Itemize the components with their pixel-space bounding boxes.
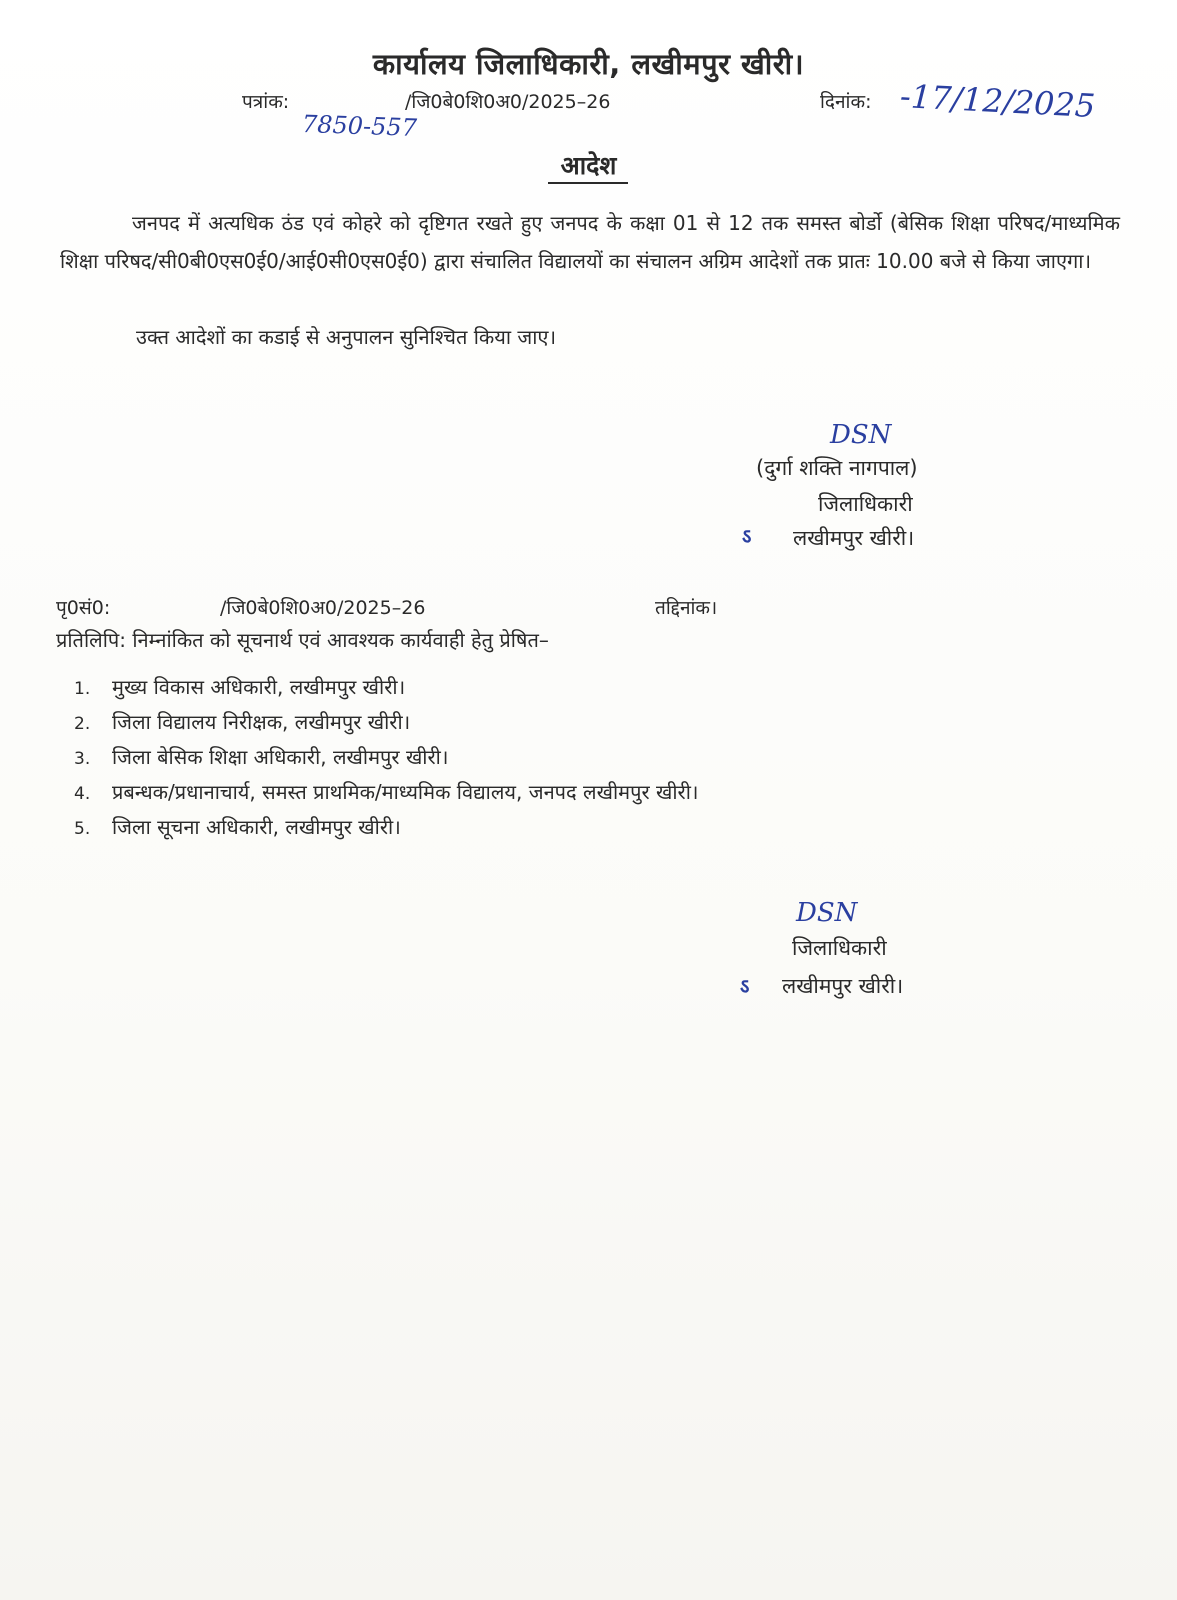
order-heading: आदेश <box>560 151 617 180</box>
copy-ref-label: पृ0सं0: <box>56 597 111 619</box>
list-item: 4. प्रबन्धक/प्रधानाचार्य, समस्त प्राथमिक/माध्यमिक विद्यालय, जनपद लखीमपुर खीरी। <box>74 780 699 804</box>
list-item: 5. जिला सूचना अधिकारी, लखीमपुर खीरी। <box>74 815 401 839</box>
date-handwritten: -17/12/2025 <box>899 76 1097 126</box>
date-label: दिनांक: <box>820 91 872 113</box>
signature-initials-2: DSN <box>796 898 858 928</box>
signatory-location-1: लखीमपुर खीरी। <box>793 526 915 550</box>
order-compliance: उक्त आदेशों का कडाई से अनुपालन सुनिश्चित किया जाए। <box>136 325 557 349</box>
signature-scribble-2: ऽ <box>740 974 750 998</box>
letter-number-label: पत्रांक: <box>242 91 290 113</box>
signature-initials-1: DSN <box>830 420 892 450</box>
signatory-name: (दुर्गा शक्ति नागपाल) <box>756 456 918 480</box>
letter-number-handwritten: 7850-557 <box>301 110 418 142</box>
list-item: 3. जिला बेसिक शिक्षा अधिकारी, लखीमपुर खीरी। <box>74 745 449 769</box>
copy-ref-number: /जि0बे0शि0अ0/2025–26 <box>220 597 426 619</box>
order-heading-underline <box>548 182 628 184</box>
office-title: कार्यालय जिलाधिकारी, लखीमपुर खीरी। <box>372 47 805 81</box>
letter-number-reference: /जि0बे0शि0अ0/2025–26 <box>405 91 611 113</box>
signatory-designation-2: जिलाधिकारी <box>792 936 887 960</box>
recipient-list <box>74 670 698 845</box>
copy-date: तद्दिनांक। <box>655 597 718 619</box>
list-item: 2. जिला विद्यालय निरीक्षक, लखीमपुर खीरी। <box>74 710 411 734</box>
copy-intro: प्रतिलिपि: निम्नांकित को सूचनार्थ एवं आवश्यक कार्यवाही हेतु प्रेषित– <box>56 628 549 652</box>
signatory-designation-1: जिलाधिकारी <box>818 492 913 516</box>
list-item: 1. मुख्य विकास अधिकारी, लखीमपुर खीरी। <box>74 675 406 699</box>
signature-scribble-1: ऽ <box>742 524 752 548</box>
signatory-location-2: लखीमपुर खीरी। <box>782 974 904 998</box>
order-body: जनपद में अत्यधिक ठंड एवं कोहरे को दृष्टिगत रखते हुए जनपद के कक्षा 01 से 12 तक समस्त बोर्डो (बेसिक शिक्षा परिषद/माध्यमिक शिक्षा परिषद/सी0बी0एस0ई0/आई0सी0एस0ई0) द्वारा संचालित विद्यालयों का संचालन अग्रिम आदेशों तक प्रातः 10.00 बजे से किया जाएगा। <box>60 211 1120 273</box>
